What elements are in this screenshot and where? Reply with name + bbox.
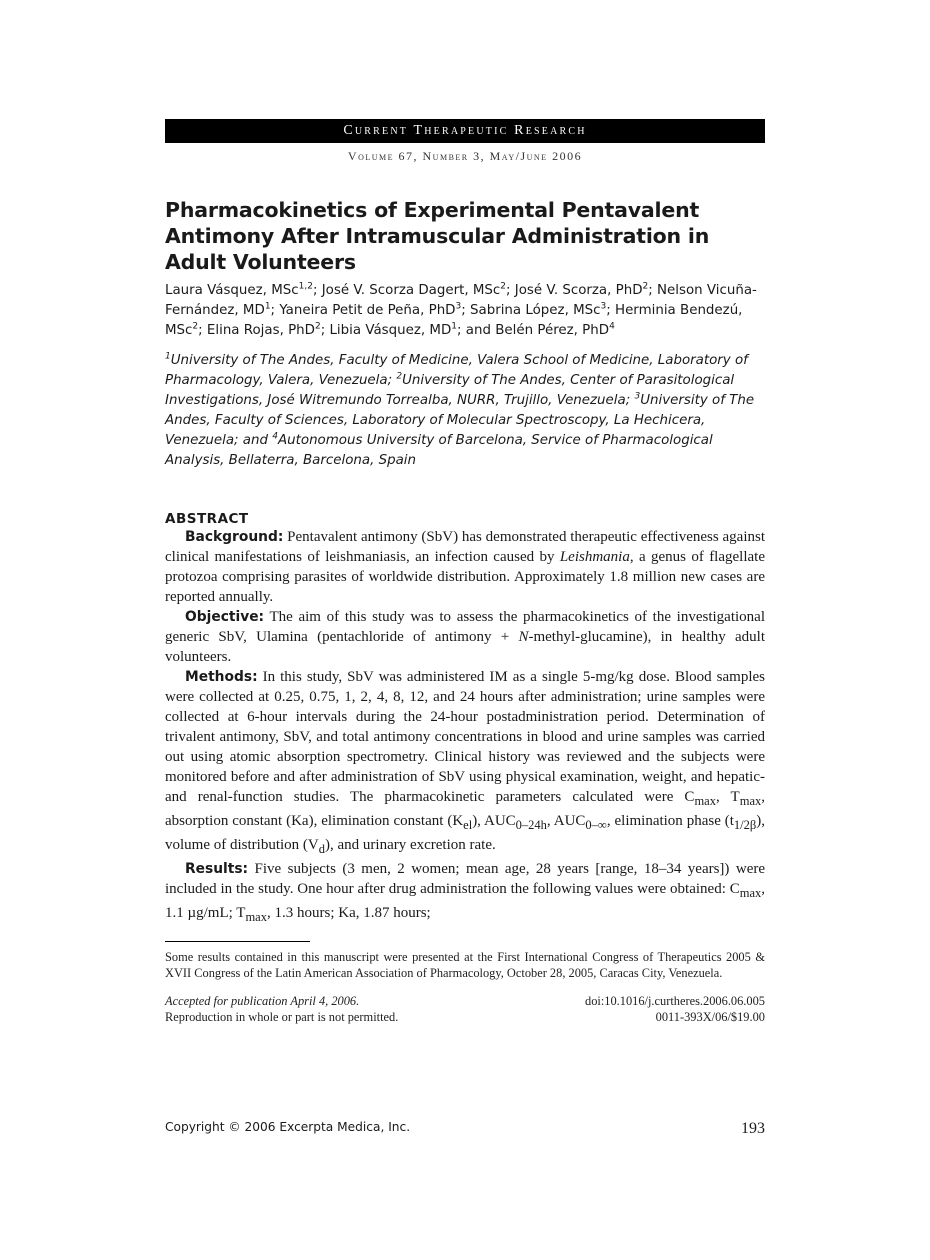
author-list: Laura Vásquez, MSc$^{1,2}$; José V. Scorza Dagert, MSc$^2$; José V. Scorza, PhD$^2$; Nelson Vicuña-Fernández, $MD^1$; Yaneira Petit de Peña, PhD$^3$; Sabrina López, MSc$^3$; Herminia Bendezú, MSc$^2$; Elina Rojas, PhD$^2$; Libia Vásquez, $MD^1$; and Belén Pérez, PhD$^4$ (165, 281, 757, 338)
abstract-objective: Objective: The aim of this study was to assess the pharmacokinetics of the investigational generic SbV, Ulamina (pentachloride of antimony + N-methyl-glucamine), in healthy adult volunteers. (165, 609, 766, 665)
footnote-divider (165, 941, 310, 942)
presentation-footnote: Some results contained in this manuscript were presented at the First International Congress of Therapeutics 2005 & XVII Congress of the Latin American Association of Pharmacology, October 28, 2005, Caracas City, Venezuela. (165, 950, 765, 980)
copyright: Copyright © 2006 Excerpta Medica, Inc. (165, 1120, 411, 1134)
issn-code: 0011-393X/06/$19.00 (655, 1010, 765, 1024)
abstract-methods: Methods: In this study, SbV was administered IM as a single 5-mg/kg dose. Blood samples were collected at 0.25, 0.75, 1, 2, 4, 8, 12, and 24 hours after administration; urine samples were collected at 6-hour intervals during the 24-hour postadministration period. Determination of trivalent antimony, SbV, and total antimony concentrations in blood and urine samples was carried out using atomic absorption spectrometry. Clinical history was reviewed and the subjects were monitored before and after administration of SbV using physical examination, weight, and hepatic- and renal-function studies. The pharmacokinetic parameters calculated were $C_{max}$, $T_{max}$, absorption constant (Ka), elimination constant $(K_{el})$, $AUC_{0-24h}$, $AUC_{0-\infty}$, elimination phase $(t_{1/2\beta})$, volume of distribution $(V_d)$, and urinary excretion rate. (165, 669, 766, 856)
article-title: Pharmacokinetics of Experimental Pentavalent Antimony After Intramuscular Administration in Adult Volunteers (165, 198, 710, 274)
abstract-background: Background: Pentavalent antimony (SbV) has demonstrated therapeutic effectiveness against clinical manifestations of leishmaniasis, an infection caused by Leishmania, a genus of flagellate protozoa comprising parasites of worldwide distribution. Approximately 1.8 million new cases are reported annually. (165, 529, 765, 605)
abstract-results: Results: Five subjects (3 men, 2 women; mean age, 28 years [range, 18–34 years]) were included in the study. One hour after drug administration the following values were obtained: $C_{max}$, 1.1 µg/mL; $T_{max}$, 1.3 hours; Ka, 1.87 hours; (165, 861, 765, 924)
affiliations: $^1$University of The Andes, Faculty of Medicine, Valera School of Medicine, Laboratory of Pharmacology, Valera, Venezuela; $^2$University of The Andes, Center of Parasitological Investigations, José Witremundo Torrealba, NURR, Trujillo, Venezuela; $^3$University of The Andes, Faculty of Sciences, Laboratory of Molecular Spectroscopy, La Hechicera, Venezuela; and $^4$Autonomous University of Barcelona, Service of Pharmacological Analysis, Bellaterra, Barcelona, Spain (165, 351, 755, 468)
journal-name-banner: Current Therapeutic Research (165, 119, 765, 143)
accepted-date: Accepted for publication April 4, 2006. (165, 994, 360, 1008)
page-footer (165, 1120, 765, 1138)
abstract-heading: ABSTRACT (165, 511, 249, 527)
issue-info: Volume 67, Number 3, May/June 2006 (347, 149, 583, 163)
doi-link[interactable]: doi:10.1016/j.curtheres.2006.06.005 (585, 994, 765, 1008)
page-number: 193 (741, 1120, 765, 1137)
publication-info (165, 993, 765, 1025)
article-page (165, 119, 765, 1025)
reproduction-notice: Reproduction in whole or part is not permitted. (165, 1010, 399, 1024)
